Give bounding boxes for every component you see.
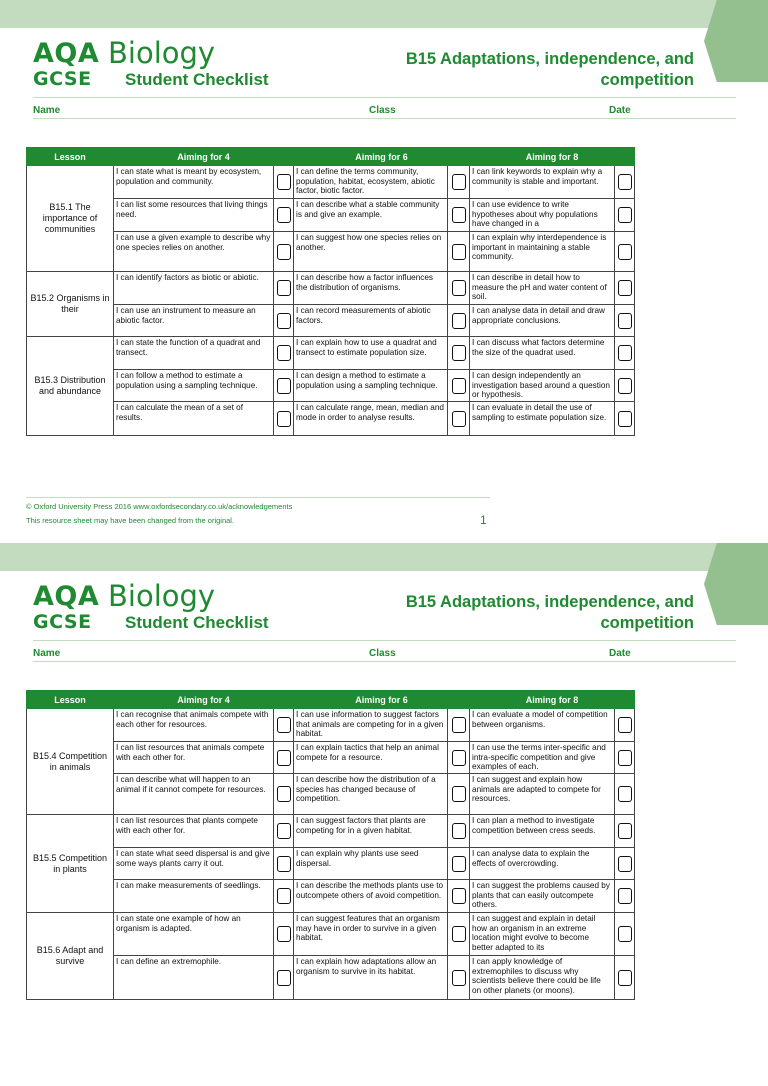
name-label: Name	[33, 105, 61, 116]
footer-note: This resource sheet may have been changed from the original.	[26, 516, 235, 525]
fields-rule	[33, 661, 736, 662]
checkbox[interactable]	[277, 411, 291, 427]
checkbox[interactable]	[618, 411, 632, 427]
checkbox[interactable]	[277, 888, 291, 904]
logo-aqa: AQA	[33, 38, 100, 69]
aim6-statement: I can describe what a stable community is and give an example.	[294, 199, 448, 232]
table-header-row	[27, 691, 635, 709]
header-aim-6: Aiming for 6	[294, 691, 470, 709]
checkbox[interactable]	[277, 345, 291, 361]
aim8-statement: I can link keywords to explain why a community is stable and important.	[470, 166, 615, 199]
table-row	[27, 402, 635, 436]
aim8-statement: I can plan a method to investigate competition between cress seeds.	[470, 815, 615, 848]
aim6-statement: I can calculate range, mean, median and mode in order to analyse results.	[294, 402, 448, 436]
checkbox[interactable]	[452, 174, 466, 190]
table-row	[27, 742, 635, 774]
aim4-statement: I can state what seed dispersal is and give some ways plants carry it out.	[114, 848, 274, 880]
aim4-statement: I can use an instrument to measure an abiotic factor.	[114, 305, 274, 337]
checkbox[interactable]	[452, 970, 466, 986]
checkbox[interactable]	[618, 926, 632, 942]
table-row	[27, 848, 635, 880]
aim8-statement: I can use evidence to write hypotheses about why populations have changed in a	[470, 199, 615, 232]
aim4-statement: I can state one example of how an organism is adapted.	[114, 913, 274, 956]
checkbox[interactable]	[452, 717, 466, 733]
checklist-page-2	[0, 543, 768, 1086]
checkbox[interactable]	[277, 926, 291, 942]
subtitle: Student Checklist	[125, 613, 269, 632]
checkbox[interactable]	[277, 207, 291, 223]
aim6-statement: I can describe the methods plants use to outcompete others of avoid competition.	[294, 880, 448, 913]
checkbox[interactable]	[452, 313, 466, 329]
table-row	[27, 337, 635, 370]
aim4-statement: I can list resources that animals compete with each other for.	[114, 742, 274, 774]
checkbox[interactable]	[277, 313, 291, 329]
page-number: 1	[480, 513, 487, 527]
checkbox[interactable]	[277, 856, 291, 872]
aim6-statement: I can use information to suggest factors that animals are competing for in a given habitat.	[294, 709, 448, 742]
aim4-statement: I can state what is meant by ecosystem, population and community.	[114, 166, 274, 199]
aim6-statement: I can explain tactics that help an animal compete for a resource.	[294, 742, 448, 774]
checkbox[interactable]	[618, 856, 632, 872]
checkbox[interactable]	[452, 378, 466, 394]
checkbox[interactable]	[452, 280, 466, 296]
name-label: Name	[33, 648, 61, 659]
aim8-statement: I can analyse data in detail and draw appropriate conclusions.	[470, 305, 615, 337]
checkbox[interactable]	[618, 970, 632, 986]
header-aim-8: Aiming for 8	[470, 148, 635, 166]
header-lesson: Lesson	[27, 691, 114, 709]
checkbox[interactable]	[618, 888, 632, 904]
checkbox[interactable]	[277, 786, 291, 802]
checkbox[interactable]	[618, 174, 632, 190]
checkbox[interactable]	[452, 926, 466, 942]
aim8-statement: I can suggest and explain how animals are adapted to compete for resources.	[470, 774, 615, 815]
checkbox[interactable]	[277, 717, 291, 733]
document-title	[360, 592, 694, 634]
aim6-statement: I can design a method to estimate a population using a sampling technique.	[294, 370, 448, 402]
checkbox[interactable]	[277, 970, 291, 986]
checkbox[interactable]	[618, 207, 632, 223]
aim8-statement: I can apply knowledge of extremophiles to discuss why scientists believe there could be life on other planets (or moons).	[470, 956, 615, 1000]
logo-aqa: AQA	[33, 581, 100, 612]
aim8-statement: I can use the terms inter-specific and intra-specific competition and give examples of each.	[470, 742, 615, 774]
table-row	[27, 956, 635, 1000]
aim4-statement: I can describe what will happen to an animal if it cannot compete for resources.	[114, 774, 274, 815]
checkbox[interactable]	[452, 345, 466, 361]
checkbox[interactable]	[452, 888, 466, 904]
title-line-2: competition	[600, 71, 694, 89]
aim8-statement: I can suggest and explain in detail how an organism in an extreme location might evolve to become better adapted to its	[470, 913, 615, 956]
aim8-statement: I can evaluate a model of competition between organisms.	[470, 709, 615, 742]
aim4-statement: I can use a given example to describe why one species relies on another.	[114, 232, 274, 272]
table-row	[27, 913, 635, 956]
subtitle: Student Checklist	[125, 70, 269, 89]
lesson-title: B15.1 The importance of communities	[27, 166, 114, 272]
header-aim-6: Aiming for 6	[294, 148, 470, 166]
checkbox[interactable]	[618, 244, 632, 260]
checkbox[interactable]	[618, 750, 632, 766]
logo-subject: Biology	[108, 579, 216, 613]
checkbox[interactable]	[452, 786, 466, 802]
aim4-statement: I can define an extremophile.	[114, 956, 274, 1000]
header-rule	[33, 97, 736, 98]
aim6-statement: I can explain why plants use seed dispersal.	[294, 848, 448, 880]
aim8-statement: I can suggest the problems caused by plants that can easily outcompete others.	[470, 880, 615, 913]
title-line-2: competition	[600, 614, 694, 632]
aim8-statement: I can design independently an investigation based around a question or hypothesis.	[470, 370, 615, 402]
logo-gcse: GCSE	[33, 611, 92, 633]
aim6-statement: I can suggest how one species relies on another.	[294, 232, 448, 272]
top-band	[0, 543, 768, 571]
aim4-statement: I can list resources that plants compete with each other for.	[114, 815, 274, 848]
aim4-statement: I can state the function of a quadrat and transect.	[114, 337, 274, 370]
checkbox[interactable]	[277, 280, 291, 296]
aim6-statement: I can describe how a factor influences the distribution of organisms.	[294, 272, 448, 305]
aim8-statement: I can describe in detail how to measure the pH and water content of soil.	[470, 272, 615, 305]
table-row	[27, 305, 635, 337]
checkbox[interactable]	[618, 823, 632, 839]
header-aim-4: Aiming for 4	[114, 148, 294, 166]
fields-rule	[33, 118, 736, 119]
header-aim-4: Aiming for 4	[114, 691, 294, 709]
aim6-statement: I can suggest factors that plants are competing for in a given habitat.	[294, 815, 448, 848]
aim6-statement: I can define the terms community, population, habitat, ecosystem, abiotic factor, biotic factor.	[294, 166, 448, 199]
table-row	[27, 880, 635, 913]
aim8-statement: I can evaluate in detail the use of sampling to estimate population size.	[470, 402, 615, 436]
logo-gcse: GCSE	[33, 68, 92, 90]
header-rule	[33, 640, 736, 641]
checkbox[interactable]	[618, 280, 632, 296]
checkbox[interactable]	[452, 856, 466, 872]
checkbox[interactable]	[452, 823, 466, 839]
logo-subject: Biology	[108, 36, 216, 70]
checkbox[interactable]	[618, 717, 632, 733]
checkbox[interactable]	[277, 378, 291, 394]
lesson-title: B15.6 Adapt and survive	[27, 913, 114, 1000]
aim6-statement: I can explain how to use a quadrat and transect to estimate population size.	[294, 337, 448, 370]
aim6-statement: I can record measurements of abiotic factors.	[294, 305, 448, 337]
aim4-statement: I can make measurements of seedlings.	[114, 880, 274, 913]
checkbox[interactable]	[277, 244, 291, 260]
checklist-table	[26, 690, 635, 1000]
table-row	[27, 232, 635, 272]
chevron-decoration	[704, 0, 768, 82]
table-row	[27, 272, 635, 305]
aim4-statement: I can list some resources that living things need.	[114, 199, 274, 232]
class-label: Class	[369, 648, 396, 659]
chevron-decoration	[704, 543, 768, 625]
table-row	[27, 774, 635, 815]
footer-rule	[26, 497, 490, 498]
aim6-statement: I can describe how the distribution of a species has changed because of competition.	[294, 774, 448, 815]
checkbox[interactable]	[618, 378, 632, 394]
aim8-statement: I can explain why interdependence is important in maintaining a stable community.	[470, 232, 615, 272]
aim8-statement: I can discuss what factors determine the size of the quadrat used.	[470, 337, 615, 370]
checklist-table	[26, 147, 635, 436]
checkbox[interactable]	[452, 411, 466, 427]
class-label: Class	[369, 105, 396, 116]
title-line-1: B15 Adaptations, independence, and	[405, 593, 694, 611]
checkbox[interactable]	[277, 750, 291, 766]
table-header-row	[27, 148, 635, 166]
checkbox[interactable]	[618, 313, 632, 329]
lesson-title: B15.4 Competition in animals	[27, 709, 114, 815]
checkbox[interactable]	[452, 750, 466, 766]
aim8-statement: I can analyse data to explain the effects of overcrowding.	[470, 848, 615, 880]
table-row	[27, 370, 635, 402]
lesson-title: B15.3 Distribution and abundance	[27, 337, 114, 436]
date-label: Date	[609, 105, 631, 116]
table-row	[27, 166, 635, 199]
top-band	[0, 0, 768, 28]
table-row	[27, 709, 635, 742]
checkbox[interactable]	[618, 345, 632, 361]
lesson-title: B15.5 Competition in plants	[27, 815, 114, 913]
footer-copyright: © Oxford University Press 2016 www.oxfordsecondary.co.uk/acknowledgements	[26, 502, 293, 511]
aim4-statement: I can recognise that animals compete with each other for resources.	[114, 709, 274, 742]
checkbox[interactable]	[618, 786, 632, 802]
table-row	[27, 199, 635, 232]
header-aim-8: Aiming for 8	[470, 691, 635, 709]
checkbox[interactable]	[277, 823, 291, 839]
checkbox[interactable]	[452, 207, 466, 223]
lesson-title: B15.2 Organisms in their	[27, 272, 114, 337]
title-line-1: B15 Adaptations, independence, and	[405, 50, 694, 68]
document-title	[360, 49, 694, 91]
aim6-statement: I can suggest features that an organism may have in order to survive in a given habitat.	[294, 913, 448, 956]
checkbox[interactable]	[277, 174, 291, 190]
aim4-statement: I can calculate the mean of a set of results.	[114, 402, 274, 436]
aim4-statement: I can identify factors as biotic or abiotic.	[114, 272, 274, 305]
aim4-statement: I can follow a method to estimate a population using a sampling technique.	[114, 370, 274, 402]
aim6-statement: I can explain how adaptations allow an organism to survive in its habitat.	[294, 956, 448, 1000]
header-lesson: Lesson	[27, 148, 114, 166]
checkbox[interactable]	[452, 244, 466, 260]
table-row	[27, 815, 635, 848]
date-label: Date	[609, 648, 631, 659]
